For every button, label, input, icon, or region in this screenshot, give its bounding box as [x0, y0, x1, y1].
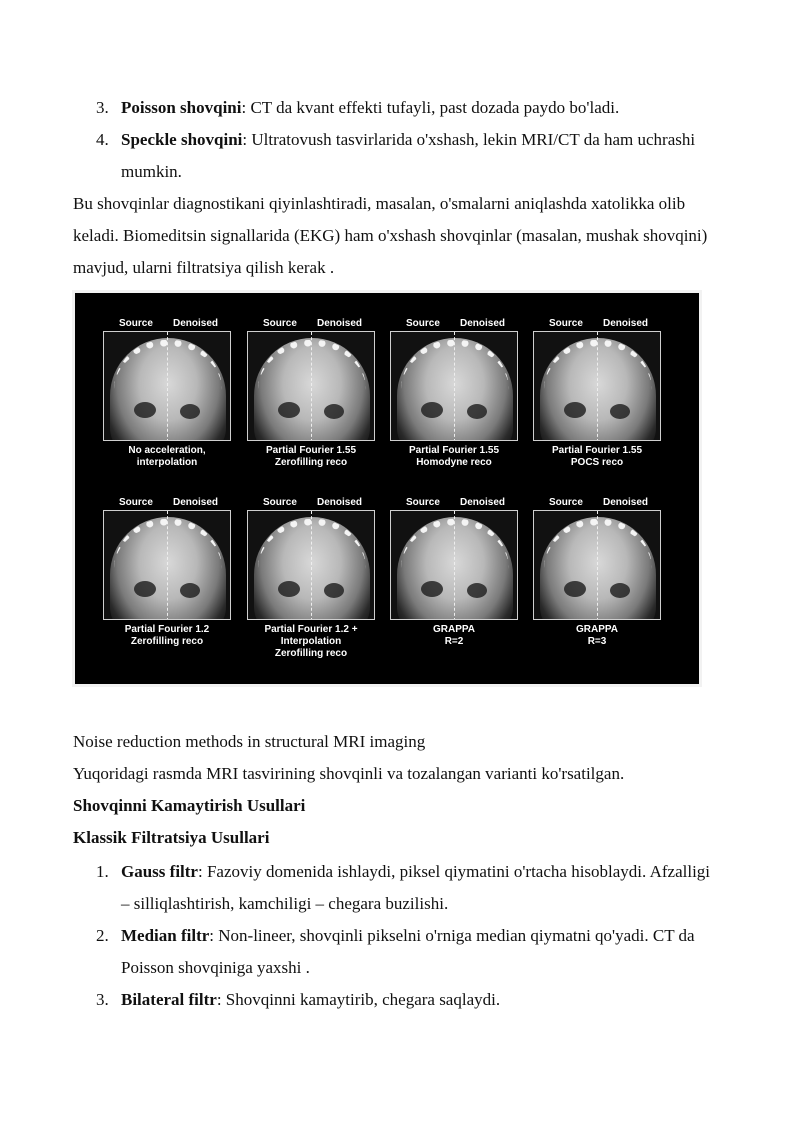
source-label: Source	[119, 497, 153, 508]
list-text: : Non-lineer, shovqinli pikselni o'rniga median qiymatni qo'yadi. CT da Poisson shovqiniga yaxshi .	[121, 926, 695, 977]
panel-caption-line: Zerofilling reco	[274, 457, 348, 468]
mri-panel	[390, 496, 518, 666]
mri-figure-grid	[75, 293, 699, 684]
paragraph-noise-effects: Bu shovqinlar diagnostikani qiyinlashtiradi, masalan, o'smalarni aniqlashda xatolikka olib keladi. Biomeditsin signallarida (EKG) ham o'xshash shovqinlar (masalan, mushak shovqini) mavjud, ularni filtratsiya qilish kerak .	[73, 194, 708, 277]
source-label: Source	[263, 318, 297, 329]
panel-caption-line: R=2	[444, 636, 464, 647]
panel-caption-line: Homodyne reco	[416, 457, 492, 468]
source-label: Source	[119, 318, 153, 329]
list-text: : Shovqinni kamaytirib, chegara saqlaydi.	[216, 990, 501, 1009]
list-number: 3.	[96, 98, 109, 117]
subsection-heading: Klassik Filtratsiya Usullari	[73, 828, 270, 847]
list-item-poisson	[96, 92, 716, 124]
list-item-gauss	[96, 856, 716, 920]
panel-caption	[379, 445, 529, 469]
list-term: Gauss filtr	[121, 862, 198, 881]
list-text: : Fazoviy domenida ishlaydi, piksel qiymatini o'rtacha hisoblaydi. Afzalligi – silliqlashtirish, kamchiligi – chegara buzilishi.	[121, 862, 711, 913]
panel-caption-line: Partial Fourier 1.55	[265, 445, 357, 456]
panel-caption	[92, 445, 242, 469]
panel-caption-line: Zerofilling reco	[130, 636, 204, 647]
list-text: : Ultratovush tasvirlarida o'xshash, lekin MRI/CT da ham uchrashi mumkin.	[121, 130, 696, 181]
denoised-label: Denoised	[173, 318, 219, 329]
source-label: Source	[263, 497, 297, 508]
panel-caption-line: Partial Fourier 1.55	[551, 445, 643, 456]
source-label: Source	[549, 318, 583, 329]
mri-panel	[247, 496, 375, 666]
mri-panel	[103, 496, 231, 666]
panel-caption-line: No acceleration,	[128, 445, 206, 456]
panel-caption	[522, 624, 672, 648]
source-label: Source	[406, 497, 440, 508]
panel-caption	[92, 624, 242, 648]
mri-scan-image	[533, 331, 661, 441]
panel-caption	[236, 624, 386, 660]
panel-caption-line: interpolation	[136, 457, 198, 468]
mri-scan-image	[533, 510, 661, 620]
panel-caption-line: R=3	[587, 636, 607, 647]
panel-caption-line: Partial Fourier 1.2 +	[264, 624, 358, 635]
panel-caption-line: Interpolation	[280, 636, 342, 647]
section-heading: Shovqinni Kamaytirish Usullari	[73, 796, 306, 815]
mri-panel	[390, 317, 518, 487]
panel-caption-line: POCS reco	[570, 457, 624, 468]
panel-caption-line: Partial Fourier 1.2	[124, 624, 210, 635]
source-label: Source	[406, 318, 440, 329]
mri-scan-image	[247, 331, 375, 441]
denoised-label: Denoised	[460, 318, 506, 329]
list-item-speckle	[96, 124, 716, 188]
list-item-median	[96, 920, 716, 984]
denoised-label: Denoised	[173, 497, 219, 508]
mri-scan-image	[390, 331, 518, 441]
denoised-label: Denoised	[460, 497, 506, 508]
mri-panel	[533, 496, 661, 666]
list-number: 2.	[96, 926, 109, 945]
list-term: Median filtr	[121, 926, 210, 945]
panel-caption	[236, 445, 386, 469]
mri-scan-image	[103, 510, 231, 620]
list-number: 4.	[96, 130, 109, 149]
panel-caption-line: GRAPPA	[432, 624, 476, 635]
panel-caption-line: Zerofilling reco	[274, 648, 348, 659]
paragraph-figure-description: Yuqoridagi rasmda MRI tasvirining shovqinli va tozalangan varianti ko'rsatilgan.	[73, 764, 625, 783]
list-number: 3.	[96, 990, 109, 1009]
panel-caption-line: Partial Fourier 1.55	[408, 445, 500, 456]
list-text: : CT da kvant effekti tufayli, past dozada paydo bo'ladi.	[241, 98, 620, 117]
mri-scan-image	[247, 510, 375, 620]
denoised-label: Denoised	[317, 497, 363, 508]
denoised-label: Denoised	[603, 497, 649, 508]
list-term: Bilateral filtr	[121, 990, 217, 1009]
denoised-label: Denoised	[603, 318, 649, 329]
mri-scan-image	[390, 510, 518, 620]
mri-panel	[533, 317, 661, 487]
list-number: 1.	[96, 862, 109, 881]
panel-caption	[522, 445, 672, 469]
panel-caption-line: GRAPPA	[575, 624, 619, 635]
source-label: Source	[549, 497, 583, 508]
list-term: Speckle shovqini	[121, 130, 243, 149]
panel-caption	[379, 624, 529, 648]
mri-figure	[72, 290, 702, 687]
mri-panel	[103, 317, 231, 487]
list-item-bilateral	[96, 984, 716, 1016]
figure-caption: Noise reduction methods in structural MRI imaging	[73, 732, 426, 751]
denoised-label: Denoised	[317, 318, 363, 329]
mri-scan-image	[103, 331, 231, 441]
list-term: Poisson shovqini	[121, 98, 242, 117]
mri-panel	[247, 317, 375, 487]
